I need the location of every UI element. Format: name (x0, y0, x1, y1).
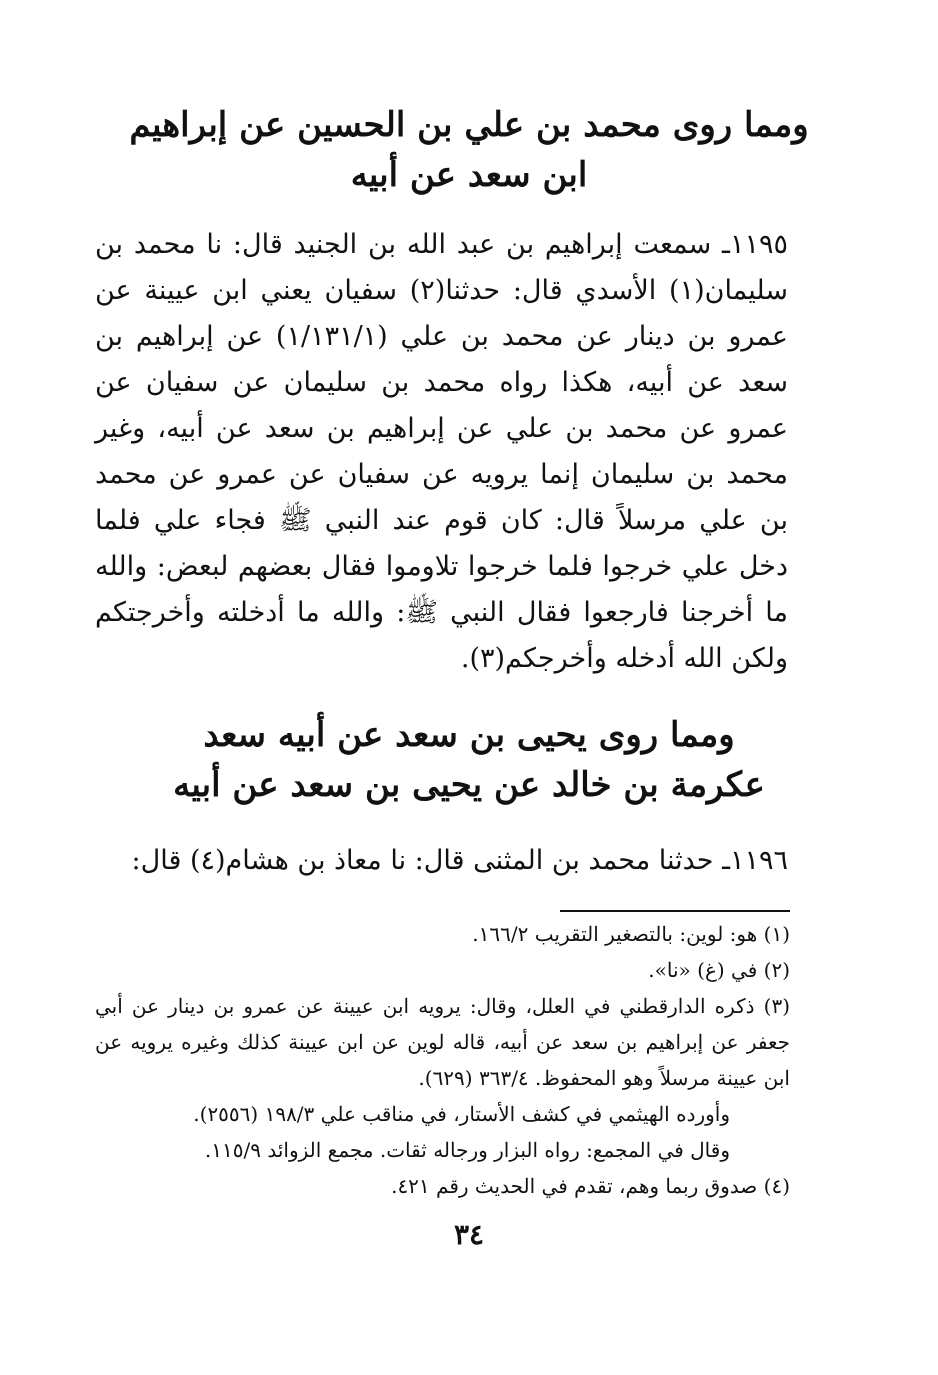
section-heading-2 (120, 710, 818, 810)
hadith-text: ـ سمعت إبراهيم بن عبد الله بن الجنيد قال: نا محمد بن سليمان(١) الأسدي قال: حدثنا(٢) سفيان يعني ابن عيينة عن عمرو بن دينار عن محمد بن علي (١/١٣١/١) عن إبراهيم بن سعد عن أبيه، هكذا رواه محمد بن سليمان عن سفيان عن عمرو عن محمد بن علي عن إبراهيم بن سعد عن أبيه، وغير محمد بن سليمان إنما يرويه عن سفيان عن عمرو عن محمد بن علي مرسلاً قال: كان قوم عند النبي ﷺ فجاء علي فلما دخل علي خرجوا فلما خرجوا تلاوموا فقال بعضهم لبعض: والله ما أخرجنا فارجعوا فقال النبي ﷺ: والله ما أدخلته وأخرجتكم ولكن الله أدخله وأخرجكم(٣). (95, 229, 788, 674)
hadith-1195 (95, 222, 788, 682)
section-heading-1-line2: ابن سعد عن أبيه (350, 155, 588, 195)
footnote-1: (١) هو: لوين: بالتصغير التقريب ١٦٦/٢. (472, 922, 790, 946)
section-heading-1-line1: ومما روى محمد بن علي بن الحسين عن إبراهيم (129, 105, 809, 145)
footnote-2: (٢) في (غ) «نا». (648, 958, 790, 982)
footnote-3-continuation: وأورده الهيثمي في كشف الأستار، في مناقب علي ١٩٨/٣ (٢٥٥٦). (193, 1102, 730, 1126)
hadith-1196 (95, 838, 788, 884)
hadith-number: ١١٩٥ (729, 229, 788, 260)
footnotes (95, 916, 790, 1204)
hadith-text: ـ حدثنا محمد بن المثنى قال: نا معاذ بن هشام(٤) قال: (131, 845, 730, 876)
page-number: ٣٤ (453, 1218, 485, 1251)
footnote-4: (٤) صدوق ربما وهم، تقدم في الحديث رقم ٤٢١. (391, 1174, 790, 1198)
section-heading-1 (120, 100, 818, 200)
footnote-3-continuation: وقال في المجمع: رواه البزار ورجاله ثقات. مجمع الزوائد ١١٥/٩. (204, 1138, 730, 1162)
footnote-3: (٣) ذكره الدارقطني في العلل، وقال: يرويه ابن عيينة عن عمرو بن دينار عن أبي جعفر عن إبراهيم بن سعد عن أبيه، قاله لوين عن ابن عيينة كذلك وغيره يرويه عن ابن عيينة مرسلاً وهو المحفوظ. ٣٦٣/٤ (٦٢٩). (95, 994, 790, 1090)
section-heading-2-line2: عكرمة بن خالد عن يحيى بن سعد عن أبيه (173, 765, 765, 805)
section-heading-2-line1: ومما روى يحيى بن سعد عن أبيه سعد (203, 715, 735, 755)
hadith-number: ١١٩٦ (729, 845, 788, 876)
footnote-divider (560, 910, 790, 912)
